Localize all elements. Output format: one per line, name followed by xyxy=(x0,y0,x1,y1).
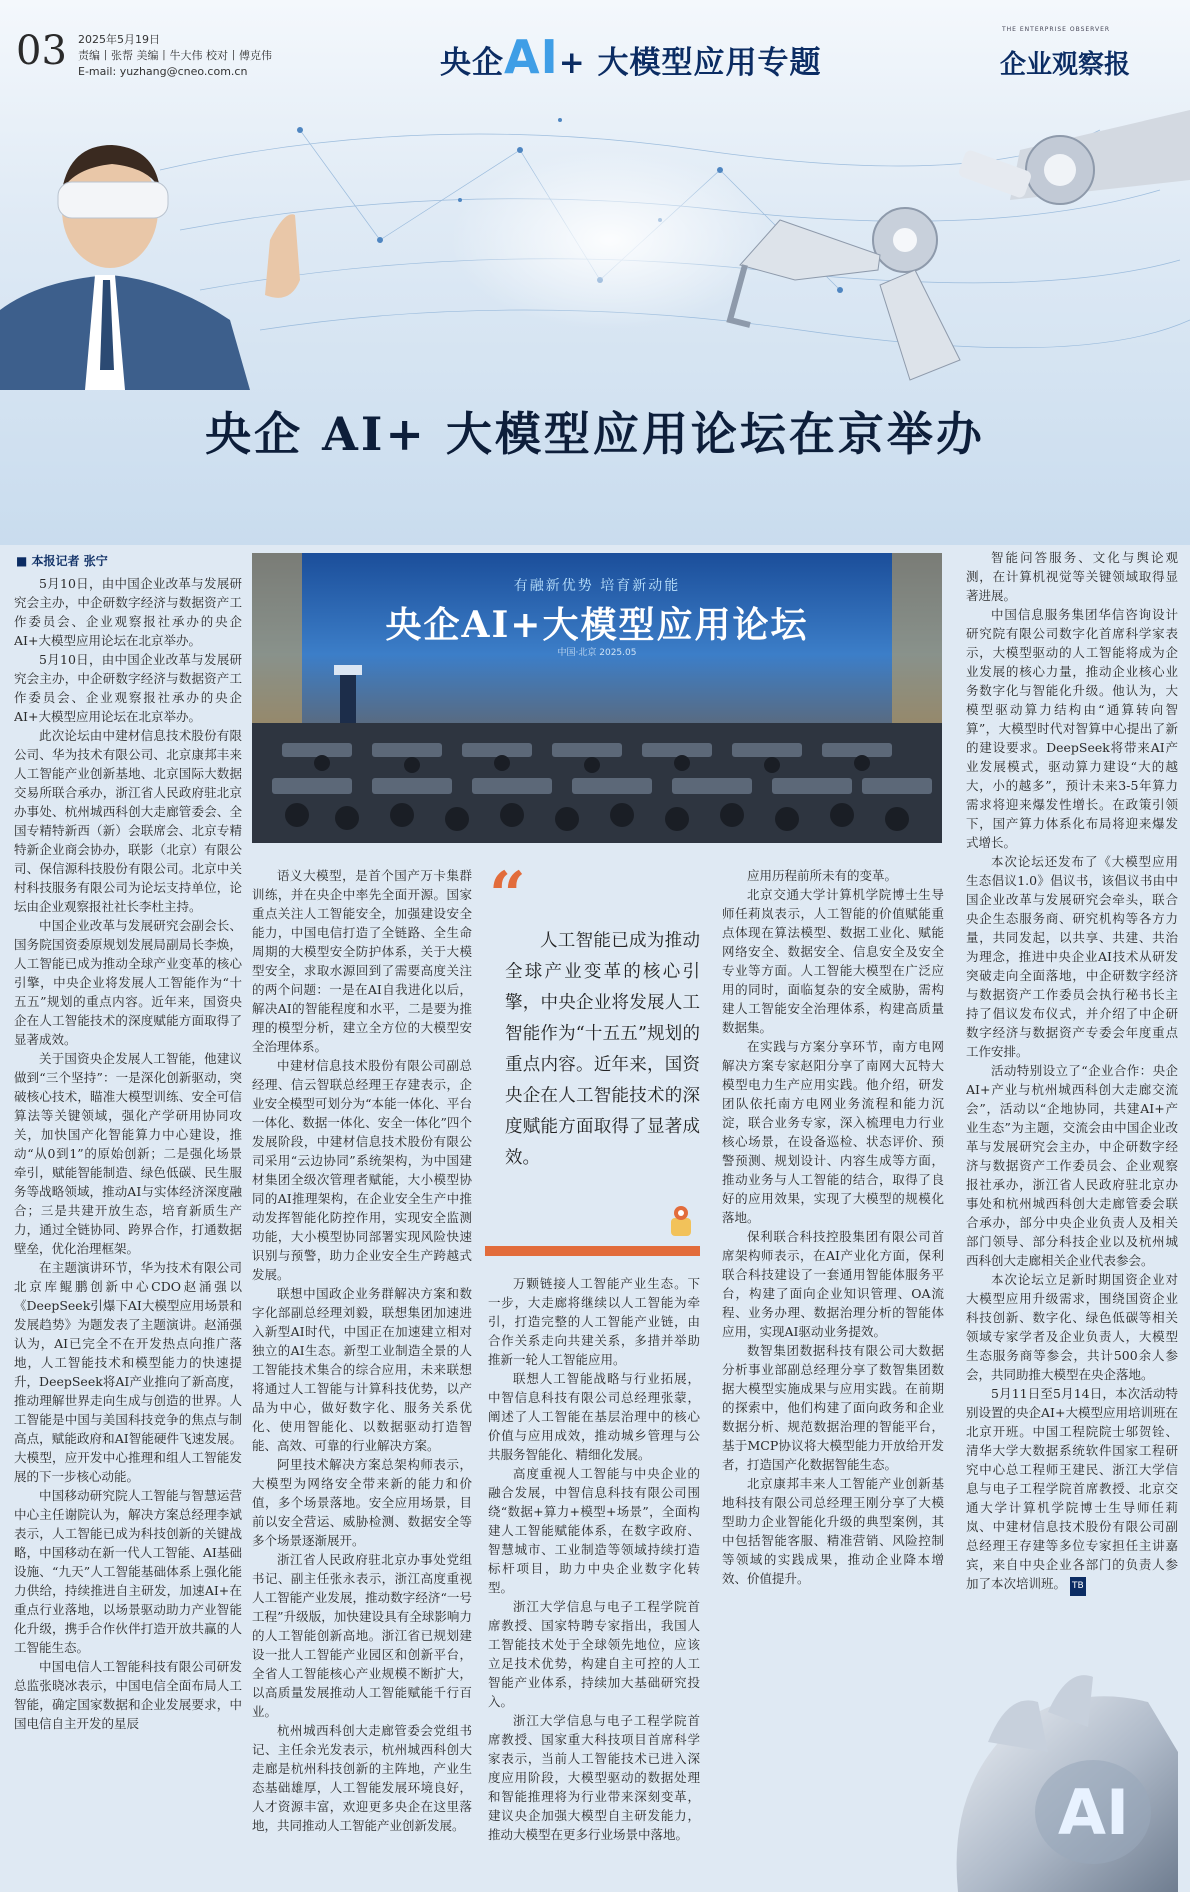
masthead xyxy=(0,0,1190,92)
photo-slogan: 有融新优势 培育新动能 xyxy=(513,578,681,594)
paragraph: 浙江大学信息与电子工程学院首席教授、国家特聘专家指出，我国人工智能技术处于全球领先地位，应该立足技术优势，构建自主可控的人工智能产业体系，持续加大基础研究投入。 xyxy=(488,1599,700,1709)
paragraph: 语义大模型，是首个国产万卡集群训练，并在央企中率先全面开源。国家重点关注人工智能安全，加强建设安全能力，中国电信打造了全链路、全生命周期的大模型安全防护体系，关于大模型安全，求取水源回到了需要高度关注的两个问题：一是在AI自我进化以后，解决AI的智能程度和水平，二是要为推理的模型分析，建立全方位的大模型安全治理体系。 xyxy=(252,868,472,1054)
paragraph: 5月10日，由中国企业改革与发展研究会主办，中企研数字经济与数据资产工作委员会、企业观察报社承办的央企AI+大模型应用论坛在北京举办。 xyxy=(14,652,242,724)
paragraph: 在实践与方案分享环节，南方电网解决方案专家赵阳分享了南网大瓦特大模型电力生产应用实践。他介绍，研发团队依托南方电网业务流程和能力沉淀，联合业务专家，深入梳理电力行业核心场景，在设备巡检、状态评价、预警预测、规划设计、内容生成等方面，推动业务与人工智能的结合，取得了良好的应用效果，实现了大模型的规模化落地。 xyxy=(722,1039,944,1225)
issue-date: 2025年5月19日 xyxy=(78,33,160,46)
paragraph: 浙江省人民政府驻北京办事处党组书记、副主任张永表示，浙江高度重视人工智能产业发展，推动数字经济“一号工程”升级版，加快建设具有全球影响力的人工智能创新高地。浙江省已规划建设一批人工智能产业园区和创新平台，全省人工智能核心产业规模不断扩大，以高质量发展推动人工智能赋能千行百业。 xyxy=(252,1552,472,1719)
paragraph: 本次论坛立足新时期国资企业对大模型应用升级需求，围绕国资企业科技创新、数字化、绿色低碳等相关领域专家学者及企业负责人，大模型生态服务商等参会，共计500余人参会，共同助推大模型在央企落地。 xyxy=(966,1272,1178,1382)
banner xyxy=(0,0,1190,545)
robotic-arm-illustration xyxy=(730,110,1190,380)
pull-quote-text: 人工智能已成为推动全球产业变革的核心引擎，中央企业将发展人工智能作为“十五五”规划的重点内容。近年来，国资央企在人工智能技术的深度赋能方面取得了显著成效。 xyxy=(505,931,700,1168)
paragraph: 5月10日，由中国企业改革与发展研究会主办，中企研数字经济与数据资产工作委员会、企业观察报社承办的央企AI+大模型应用论坛在北京举办。 xyxy=(14,576,242,648)
edition-meta xyxy=(78,32,272,80)
article-end-mark: TB xyxy=(1070,1577,1086,1596)
editors: 责编丨张帮 美编丨牛大伟 校对丨傅克伟 xyxy=(78,49,272,62)
email: E-mail: yuzhang@cneo.com.cn xyxy=(78,65,248,78)
forum-photo xyxy=(252,553,942,843)
paragraph: 阿里技术解决方案总架构师表示，大模型为网络安全带来新的能力和价值，多个场景落地。安全应用场景，目前以安全营运、威胁检测、数据安全等多个场景逐渐展开。 xyxy=(252,1457,472,1548)
paragraph: 在主题演讲环节，华为技术有限公司北京库鲲鹏创新中心CDO赵涌强以《DeepSeek引爆下AI大模型应用场景和发展趋势》为题发表了主题演讲。赵涌强认为，AI已完全不在开发热点向推广落地，人工智能技术和模型能力的快速提升，DeepSeek将AI产业推向了新高度，推动理解世界走向生成与创造的世界。人工智能是中国与美国科技竞争的焦点与制高点，赋能政府和AI智能硬件飞速发展。大模型，应开发中心推理和组人工智能发展的下一步核心动能。 xyxy=(14,1260,242,1484)
article-column-3 xyxy=(488,1274,700,1884)
audience-illustration xyxy=(252,553,942,843)
ai-robot-hand-illustration xyxy=(918,1612,1178,1892)
paragraph: 数智集团数据科技有限公司大数据分析事业部副总经理分享了数智集团数据大模型实施成果与应用实践。在前期的探索中，他们构建了面向政务和企业数据分析、规范数据治理的智能平台，基于MCP协议将大模型能力开放给开发者，打造国产化数据智能生态。 xyxy=(722,1343,944,1472)
paragraph: 联想中国政企业务群解决方案和数字化部副总经理刘毅，联想集团加速进入新型AI时代，中国正在加速建立相对独立的AI生态。新型工业制造全景的人工智能技术集合的综合应用，未来联想将通过人工智能与计算科技优势，以产品为中心，做好数字化、服务关系优化、使用智能化、以数据驱动打造智能、高效、可靠的行业解决方案。 xyxy=(252,1286,472,1453)
topic-ai: AI xyxy=(504,30,559,84)
paragraph-text: 5月11日至5月14日，本次活动特别设置的央企AI+大模型应用培训班在北京开班。中国工程院院士邬贺铨、清华大学大数据系统软件国家工程研究中心总工程师王建民、浙江大学信息与电子工程学院首席教授、北京交通大学计算机学院博士生导师任莉岚、中建材信息技术股份有限公司副总经理王存建等多位专家担任主讲嘉宾，来自中央企业各部门的负责人参加了本次培训班。 xyxy=(966,1386,1178,1591)
paragraph: 关于国资央企发展人工智能，他建议做到“三个坚持”：一是深化创新驱动，突破核心技术，瞄准大模型训练、安全可信算法等关键领域，强化产学研用协同攻关，加快国产化智能算力中心建设，推动“从0到1”的原始创新；二是强化场景牵引，赋能智能制造、绿色低碳、民生服务等战略领域，推动AI与实体经济深度融合；三是共建开放生态，培育新质生产力，通过全链协同、跨界合作，打通数据壁垒，优化治理框架。 xyxy=(14,1051,242,1256)
paragraph: 中国信息服务集团华信咨询设计研究院有限公司数字化首席科学家表示，大模型驱动的人工智能将成为企业发展的核心力量，推动企业核心业务数字化与智能化升级。他认为，大模型驱动算力结构由“通算转向智算”，大模型时代对智算中心提出了新的建设要求。DeepSeek将带来AI产业发展模式，驱动算力建设“大的越大，小的越多”，预计未来3-5年算力需求将迎来爆发性增长。在政策引领下，国产算力体系化布局将迎来爆发式增长。 xyxy=(966,607,1178,850)
paragraph: 北京康邦丰来人工智能产业创新基地科技有限公司总经理王刚分享了大模型助力企业智能化升级的典型案例，其中包括智能客服、精准营销、风险控制等领域的实践成果，推动企业降本增效、价值提升。 xyxy=(722,1476,944,1586)
photo-stage-subtitle: 中国·北京 2025.05 xyxy=(557,648,637,658)
paragraph: 高度重视人工智能与中央企业的融合发展，中智信息科技有限公司围绕“数据+算力+模型+场景”，全面构建人工智能赋能体系，在数字政府、智慧城市、工业制造等领域持续打造标杆项目，助力中央企业数字化转型。 xyxy=(488,1466,700,1595)
topic-prefix: 央企 xyxy=(440,45,504,81)
quote-mark-icon: “ xyxy=(489,858,526,933)
robot-mascot-icon xyxy=(667,1204,697,1240)
quote-accent-bar xyxy=(485,1246,700,1256)
paragraph: 北京交通大学计算机学院博士生导师任莉岚表示，人工智能的价值赋能重点体现在算法模型、数据工业化、赋能网络安全、数据安全、信息安全及安全专业等方面。人工智能大模型在广泛应用的同时，面临复杂的安全威胁，需构建人工智能安全治理体系，构建高质量数据集。 xyxy=(722,887,944,1035)
paper-name: 企业观察报 xyxy=(1000,50,1131,80)
topic-title xyxy=(440,30,822,84)
paragraph: 此次论坛由中建材信息技术股份有限公司、华为技术有限公司、北京康邦丰来人工智能产业创新基地、北京国际大数据交易所联合承办，浙江省人民政府驻北京办事处、杭州城西科创大走廊管委会、全国专精特新西（新）会联席会、北京专精特新企业商会协办，联影（北京）有限公司、保信源科技股份有限公司。北京中关村科技服务有限公司为论坛支持单位，论坛由企业观察报社社长李杜主持。 xyxy=(14,728,242,914)
paragraph: 保利联合科技控股集团有限公司首席架构师表示，在AI产业化方面，保利联合科技建设了一套通用智能体服务平台，构建了面向企业知识管理、OA流程、业务办理、数据治理分析的智能体应用，实现AI驱动业务提效。 xyxy=(722,1229,944,1339)
article-column-4 xyxy=(722,866,944,1884)
paragraph: 本次论坛还发布了《大模型应用生态倡议1.0》倡议书，该倡议书由中国企业改革与发展研究会牵头，联合央企生态服务商、研究机构等各方力量，共同发起，以共享、共建、共治为理念，推进中央企业AI技术从研发突破走向全面落地，中企研数字经济与数据资产工作委员会执行秘书长主持了倡议发布仪式，并介绍了中企研数字经济与数据资产专委会年度重点工作安排。 xyxy=(966,854,1178,1059)
ai-badge: AI xyxy=(1058,1776,1130,1849)
article-column-2 xyxy=(252,866,472,1884)
article-column-5 xyxy=(966,548,1178,1608)
article-column-1 xyxy=(14,574,242,1884)
banner-illustration xyxy=(0,90,1190,390)
paragraph: 中建材信息技术股份有限公司副总经理、信云智联总经理王存建表示，企业安全模型可划分为“本能一体化、平台一体化、数据一体化、安全一体化”四个发展阶段，中建材信息技术股份有限公司采用“云边协同”系统架构，为中国建材集团全级次管理者赋能，大小模型协同的AI推理架构，在企业安全生产中推动发挥智能化防控作用，实现安全监测功能，大小模型协同部署实现风险快速识别与预警，助力企业安全生产跨越式发展。 xyxy=(252,1058,472,1282)
headline: 央企 AI+ 大模型应用论坛在京举办 xyxy=(205,407,985,461)
paper-name-en: THE ENTERPRISE OBSERVER xyxy=(1002,26,1111,33)
paragraph: 万颗链接人工智能产业生态。下一步，大走廊将继续以人工智能为牵引，打造完整的人工智能产业链，由合作关系走向共建关系，多措并举助推新一轮人工智能应用。 xyxy=(488,1276,700,1367)
pull-quote xyxy=(485,858,700,1260)
photo-stage-title: 央企AI+大模型应用论坛 xyxy=(385,604,809,646)
paragraph: 应用历程前所未有的变革。 xyxy=(747,868,898,883)
paragraph xyxy=(966,1384,1178,1596)
byline: ■ 本报记者 张宁 xyxy=(16,554,108,568)
page-number: 03 xyxy=(16,28,67,74)
paragraph: 活动特别设立了“企业合作：央企AI+产业与杭州城西科创大走廊交流会”，活动以“企地协同，共建AI+产业生态”为主题，交流会由中国企业改革与发展研究会主办，中企研数字经济与数据资产工作委员会、企业观察报社承办，浙江省人民政府驻北京办事处和杭州城西科创大走廊管委会联合承办，部分中央企业负责人及相关部门领导、部分科技企业以及杭州城西科创大走廊相关企业代表参会。 xyxy=(966,1063,1178,1268)
paragraph: 智能问答服务、文化与舆论观测，在计算机视觉等关键领域取得显著进展。 xyxy=(966,550,1178,603)
topic-suffix: + 大模型应用专题 xyxy=(558,45,822,81)
man-with-vr-headset-illustration xyxy=(0,145,300,390)
paragraph: 杭州城西科创大走廊管委会党组书记、主任余光发表示，杭州城西科创大走廊是杭州科技创新的主阵地，产业生态基础雄厚，人工智能发展环境良好，人才资源丰富，欢迎更多央企在这里落地，共同推动人工智能产业创新发展。 xyxy=(252,1723,472,1833)
paragraph: 浙江大学信息与电子工程学院首席教授、国家重大科技项目首席科学家表示，当前人工智能技术已进入深度应用阶段，大模型驱动的数据处理和智能推理将为行业带来深刻变革，建议央企加强大模型自主研发能力，推动大模型在更多行业场景中落地。 xyxy=(488,1713,700,1842)
paragraph: 联想人工智能战略与行业拓展，中智信息科技有限公司总经理张蒙，阐述了人工智能在基层治理中的核心价值与应用成效，推动城乡管理与公共服务智能化、精细化发展。 xyxy=(488,1371,700,1462)
paragraph: 中国电信人工智能科技有限公司研发总监张晓冰表示，中国电信全面布局人工智能，确定国家数据和企业发展要求，中国电信自主开发的星辰 xyxy=(14,1659,242,1731)
paragraph: 中国移动研究院人工智能与智慧运营中心主任谢院认为，解决方案总经理李斌表示，人工智能已成为科技创新的关键战略，中国移动在新一代人工智能、AI基础设施、“九天”人工智能基础体系上强化能力供给，持续推进自主研发，加速AI+在重点行业落地，以场景驱动助力产业智能化升级，携手合作伙伴打造开放共赢的人工智能生态。 xyxy=(14,1488,242,1655)
paragraph: 中国企业改革与发展研究会副会长、国务院国资委原规划发展局副局长李焕，人工智能已成为推动全球产业变革的核心引擎，中央企业将发展人工智能作为“十五五”规划的重点内容。近年来，国资央企在人工智能技术的深度赋能方面取得了显著成效。 xyxy=(14,918,242,1047)
